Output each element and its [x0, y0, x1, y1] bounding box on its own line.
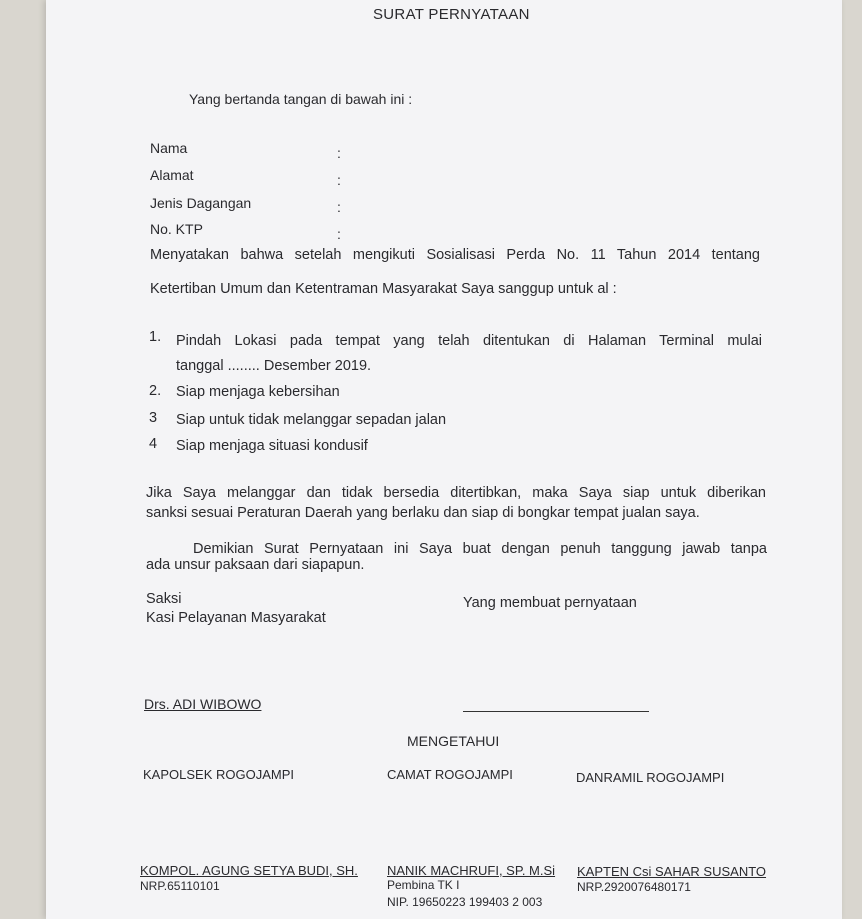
field-colon-nama: : [337, 145, 341, 161]
intro-text: Yang bertanda tangan di bawah ini : [189, 91, 413, 107]
maker-signature-line [463, 711, 649, 712]
official-id-danramil: NRP.2920076480171 [577, 880, 691, 894]
list-item-text: Siap menjaga situasi kondusif [176, 438, 368, 454]
document-title: SURAT PERNYATAAN [373, 6, 530, 23]
violation-line-2: sanksi sesuai Peraturan Daerah yang berlaku dan siap di bongkar tempat jualan saya. [146, 505, 700, 521]
field-label-alamat: Alamat [150, 167, 194, 183]
field-colon-alamat: : [337, 172, 341, 188]
official-id-kapolsek: NRP.65110101 [140, 879, 220, 893]
witness-label: Saksi [146, 591, 182, 607]
field-label-nama: Nama [150, 140, 188, 156]
statement-line-1: Menyatakan bahwa setelah mengikuti Sosialisasi Perda No. 11 Tahun 2014 tentang [150, 247, 760, 263]
acknowledged-heading: MENGETAHUI [407, 733, 500, 749]
violation-line-1: Jika Saya melanggar dan tidak bersedia ditertibkan, maka Saya siap untuk diberikan [146, 485, 766, 501]
official-title-camat: CAMAT ROGOJAMPI [387, 767, 513, 782]
list-item-text-continued: tanggal ........ Desember 2019. [176, 358, 372, 374]
list-item-text: Siap untuk tidak melanggar sepadan jalan [176, 412, 447, 428]
statement-line-2: Ketertiban Umum dan Ketentraman Masyarakat Saya sanggup untuk al : [150, 281, 617, 297]
official-name-kapolsek: KOMPOL. AGUNG SETYA BUDI, SH. [140, 863, 358, 878]
closing-line-1: Demikian Surat Pernyataan ini Saya buat dengan penuh tanggung jawab tanpa [193, 541, 767, 557]
field-label-jenis-dagangan: Jenis Dagangan [150, 195, 252, 211]
field-colon-jenis-dagangan: : [337, 199, 341, 215]
official-id-camat: NIP. 19650223 199403 2 003 [387, 895, 543, 909]
official-title-danramil: DANRAMIL ROGOJAMPI [576, 770, 725, 785]
official-name-danramil: KAPTEN Csi SAHAR SUSANTO [577, 864, 767, 879]
list-item-text: Pindah Lokasi pada tempat yang telah ditentukan di Halaman Terminal mulai [176, 333, 762, 349]
maker-label: Yang membuat pernyataan [463, 595, 637, 611]
witness-role: Kasi Pelayanan Masyarakat [146, 610, 326, 626]
closing-line-2: ada unsur paksaan dari siapapun. [146, 557, 365, 573]
official-rank-camat: Pembina TK I [387, 878, 460, 892]
list-item-text: Siap menjaga kebersihan [176, 384, 340, 400]
official-name-camat: NANIK MACHRUFI, SP. M.Si [387, 863, 556, 878]
field-label-no-ktp: No. KTP [150, 221, 203, 237]
list-number: 3 [149, 410, 158, 426]
field-colon-no-ktp: : [337, 226, 341, 242]
list-number: 4 [149, 436, 158, 452]
list-number: 1. [149, 329, 162, 345]
official-title-kapolsek: KAPOLSEK ROGOJAMPI [143, 767, 294, 782]
witness-name: Drs. ADI WIBOWO [144, 696, 262, 712]
list-number: 2. [149, 383, 162, 399]
